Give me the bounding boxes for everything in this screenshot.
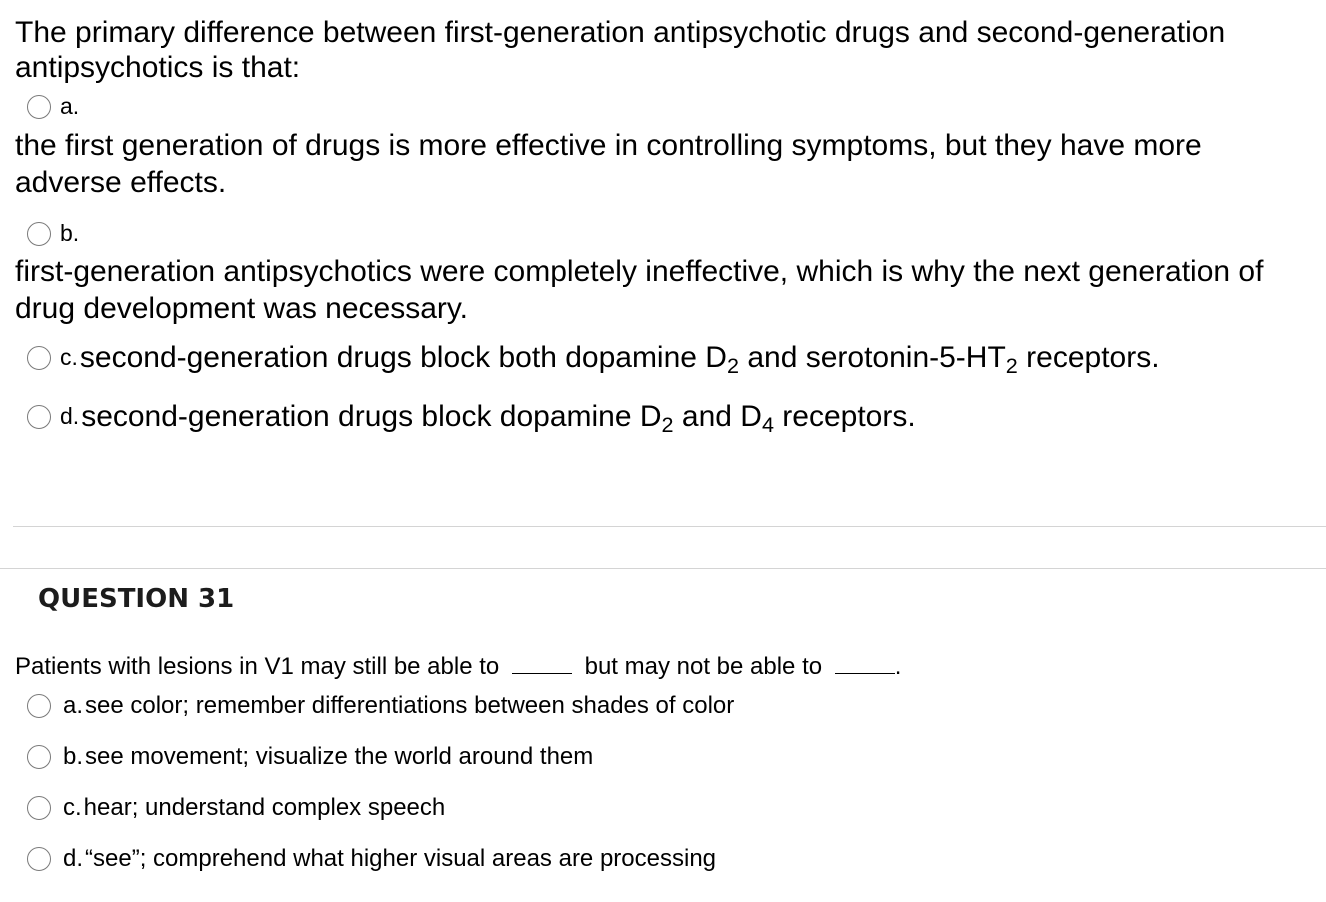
q31-option-c[interactable] (27, 794, 445, 822)
q30-option-c[interactable] (27, 339, 1160, 379)
q30-option-a-letter: a. (60, 93, 80, 119)
q31-blank-1 (512, 655, 572, 674)
q31-blank-2 (835, 655, 895, 674)
section-divider (13, 526, 1326, 527)
q30-option-a-text: the first generation of drugs is more effective in controlling symptoms, but they have more adverse effects. (15, 129, 1202, 199)
q30-option-d-text: second-generation drugs block dopamine $D_2$ and $D_4$ receptors. (81, 400, 916, 438)
q31-option-a-radio[interactable] (27, 694, 51, 718)
q31-option-c-text: hear; understand complex speech (83, 794, 446, 821)
q30-option-c-text: second-generation drugs block both dopamine $D_2$ and serotonin-$5-HT_2$ receptors. (79, 341, 1160, 379)
q31-stem: Patients with lesions in V1 may still be able to but may not be able to . (15, 653, 902, 680)
q30-stem: The primary difference between first-generation antipsychotic drugs and second-generation antipsychotics is that: (15, 16, 1226, 84)
q31-option-a-letter: a. (63, 692, 84, 719)
q31-option-d-radio[interactable] (27, 847, 51, 871)
q31-option-c-radio[interactable] (27, 796, 51, 820)
q31-option-b-text: see movement; visualize the world around them (85, 743, 594, 770)
q31-option-b-letter: b. (63, 743, 84, 770)
q30-option-a[interactable] (27, 93, 79, 120)
q31-option-b[interactable] (27, 743, 593, 771)
q30-option-b-letter: b. (60, 220, 80, 246)
q31-option-d[interactable] (27, 845, 716, 873)
q30-option-b-radio[interactable] (27, 222, 51, 246)
q31-option-a[interactable] (27, 692, 734, 720)
q30-option-d[interactable] (27, 398, 916, 438)
q31-option-d-letter: d. (63, 845, 84, 872)
q31-option-a-text: see color; remember differentiations between shades of color (85, 692, 735, 719)
q30-option-a-radio[interactable] (27, 95, 51, 119)
question-divider (0, 568, 1326, 569)
q30-option-c-radio[interactable] (27, 346, 51, 370)
q30-option-d-letter: d. (60, 403, 80, 429)
q31-option-b-radio[interactable] (27, 745, 51, 769)
q30-option-b[interactable] (27, 220, 79, 247)
q30-option-c-letter: c. (60, 344, 78, 370)
q30-option-d-radio[interactable] (27, 405, 51, 429)
q31-option-d-text: “see”; comprehend what higher visual areas are processing (85, 845, 717, 872)
q30-option-b-text: first-generation antipsychotics were completely ineffective, which is why the next generation of drug development was necessary. (15, 255, 1264, 325)
q31-option-c-letter: c. (63, 794, 82, 821)
question-31-title: QUESTION 31 (38, 584, 235, 614)
